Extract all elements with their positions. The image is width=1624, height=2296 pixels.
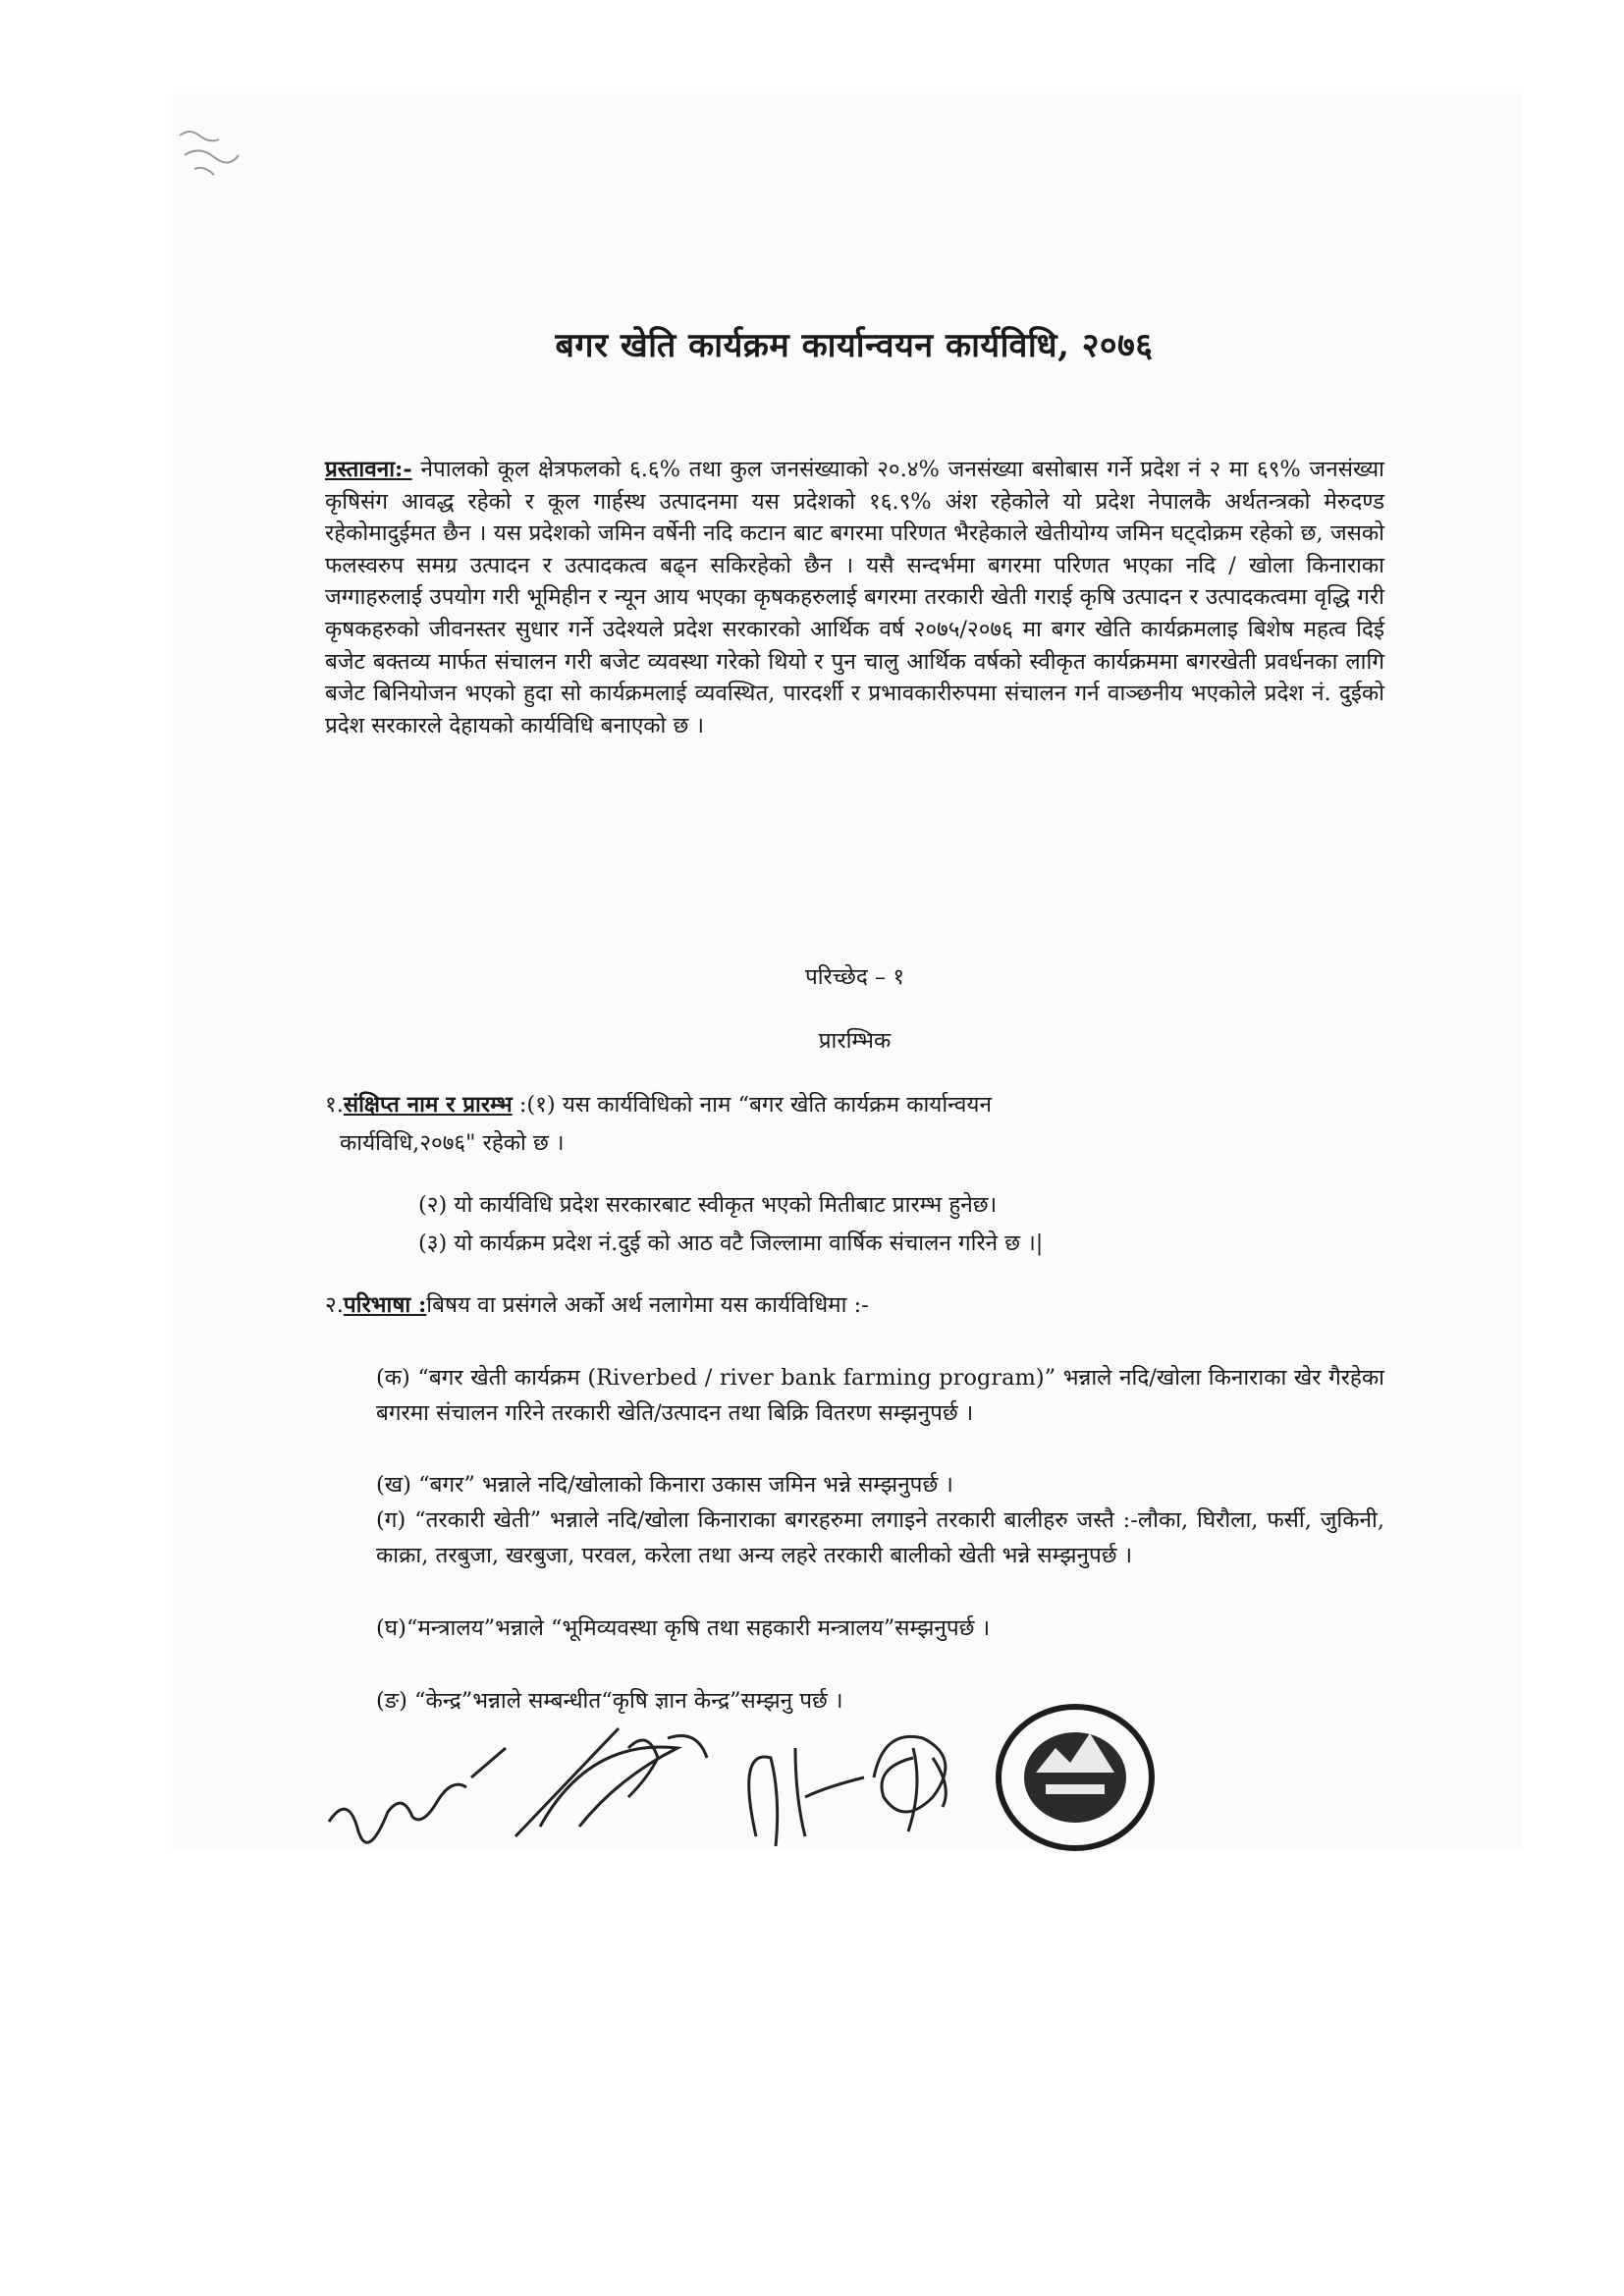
section-1-number: १. (325, 1092, 344, 1118)
section-1-clause-2: (२) यो कार्यविधि प्रदेश सरकारबाट स्वीकृत भएको मितीबाट प्रारम्भ हुनेछ। (418, 1192, 998, 1218)
official-seal (992, 1694, 1159, 1851)
definition-ka: (क) “बगर खेती कार्यक्रम (Riverbed / river bank farming program)” भन्नाले नदि/खोला किनाराका खेर गैरहेका बगरमा संचालन गरिने तरकारी खेति/उत्पादन तथा बिक्रि वितरण सम्झनुपर्छ । (376, 1365, 1384, 1426)
section-2-intro: बिषय वा प्रसंगले अर्को अर्थ नलागेमा यस कार्यविधिमा :- (426, 1292, 869, 1318)
section-1-clause-1a: :(१) यस कार्यविधिको नाम “बगर खेति कार्यक्रम कार्यान्वयन (512, 1092, 992, 1118)
section-1-line (325, 1088, 1384, 1121)
section-2-line (325, 1288, 1384, 1322)
section-1-clause-1b: कार्यविधि,२०७६" रहेको छ । (340, 1130, 565, 1156)
signature-2 (511, 1709, 727, 1846)
definition-gha: (घ)“मन्त्रालय”भन्नाले “भूमिव्यवस्था कृषि तथा सहकारी मन्त्रालय”सम्झनुपर्छ । (376, 1615, 991, 1641)
section-2-number: २. (325, 1292, 344, 1318)
definition-nga: (ङ) “केन्द्र”भन्नाले सम्बन्धीत“कृषि ज्ञान केन्द्र”सम्झनु पर्छ । (376, 1688, 843, 1714)
definition-ga: (ग) “तरकारी खेती” भन्नाले नदि/खोला किनाराका बगरहरुमा लगाइने तरकारी बालीहरु जस्तै :-लौका, घिरौला, फर्सी, जुकिनी, काक्रा, तरबुजा, खरबुजा, परवल, करेला तथा अन्य लहरे तरकारी बालीको खेती भन्ने सम्झनुपर्छ । (376, 1507, 1384, 1568)
definition-kha: (ख) “बगर” भन्नाले नदि/खोलाको किनारा उकास जमिन भन्ने सम्झनुपर्छ । (376, 1472, 953, 1498)
document-title: बगर खेति कार्यक्रम कार्यान्वयन कार्यविधि, २०७६ (555, 326, 1154, 365)
chapter-heading: परिच्छेद – १ (804, 964, 905, 990)
corner-scribble (175, 106, 263, 192)
preamble-text: नेपालको कूल क्षेत्रफलको ६.६% तथा कुल जनसंख्याको २०.४% जनसंख्या बसोबास गर्ने प्रदेश नं २ मा ६९% जनसंख्या कृषिसंग आवद्ध रहेको र कूल गार्हस्थ उत्पादनमा यस प्रदेशको १६.९% अंश रहेकोले यो प्रदेश नेपालकै अर्थतन्त्रको मेरुदण्ड रहेकोमादुईमत छैन । यस प्रदेशको जमिन वर्षेनी नदि कटान बाट बगरमा परिणत भैरहेकाले खेतीयोग्य जमिन घट्दोक्रम रहेको छ, जसको फलस्वरुप समग्र उत्पादन र उत्पादकत्व बढ्न सकिरहेको छैन । यसै सन्दर्भमा बगरमा परिणत भएका नदि / खोला किनाराका जग्गाहरुलाई उपयोग गरी भूमिहीन र न्यून आय भएका कृषकहरुलाई बगरमा तरकारी खेती गराई कृषि उत्पादन र उत्पादकत्वमा वृद्धि गरी कृषकहरुको जीवनस्तर सुधार गर्ने उदेश्यले प्रदेश सरकारको आर्थिक वर्ष २०७५/२०७६ मा बगर खेति कार्यक्रमलाइ बिशेष महत्व दिई बजेट बक्तव्य मार्फत संचालन गरी बजेट व्यवस्था गरेको थियो र पुन चालु आर्थिक वर्षको स्वीकृत कार्यक्रममा बगरखेती प्रवर्धनका लागि बजेट बिनियोजन भएको हुदा सो कार्यक्रमलाई व्यवस्थित, पारदर्शी र प्रभावकारीरुपमा संचालन गर्न वाञ्छनीय भएकोले प्रदेश नं. दुईको प्रदेश सरकारले देहायको कार्यविधि बनाएको छ । (325, 457, 1384, 738)
signature-1 (324, 1738, 511, 1846)
section-1-heading: संक्षिप्त नाम र प्रारम्भ (343, 1092, 513, 1118)
chapter-title: प्रारम्भिक (818, 1028, 892, 1054)
section-1-clause-3: (३) यो कार्यक्रम प्रदेश नं.दुई को आठ वटै जिल्लामा वार्षिक संचालन गरिने छ ।| (418, 1230, 1044, 1256)
section-2-heading: परिभाषा : (343, 1292, 427, 1318)
preamble-label: प्रस्तावना:- (325, 457, 412, 482)
signature-4 (854, 1719, 972, 1836)
preamble (325, 454, 1384, 741)
